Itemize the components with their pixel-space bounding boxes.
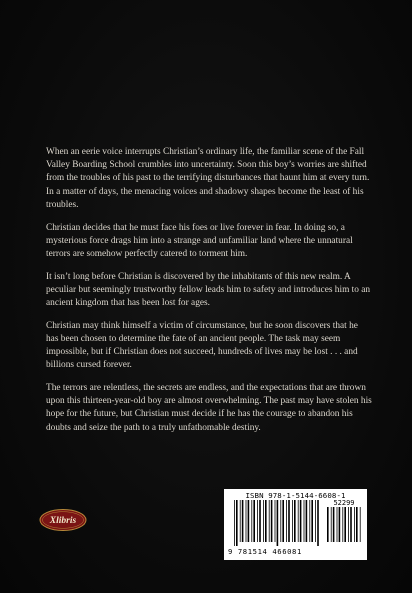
barcode-bar: [300, 500, 302, 542]
xlibris-logo-text: Xlibris: [49, 516, 77, 527]
ean-digits: 9 781514 466081: [228, 547, 302, 556]
price-addon-digits: 52299: [333, 499, 355, 507]
barcode-bar: [288, 500, 290, 542]
barcode-bar: [282, 500, 284, 542]
blurb-paragraph-2: Christian decides that he must face his foes or live forever in fear. In doing so, a mysterious force drags him into a strange and unfamiliar land where the unnatural terrors are somehow perfectly catered to torment him.: [46, 222, 353, 259]
barcode-bar: [253, 500, 255, 542]
barcode-bar: [269, 500, 270, 542]
barcode-bar: [333, 507, 335, 542]
barcode-bar: [248, 500, 250, 542]
barcode-bar: [275, 500, 276, 542]
barcode-bar: [298, 500, 299, 542]
price-addon-barcode: [327, 507, 361, 546]
barcode-bar: [309, 500, 310, 542]
barcode-bar: [257, 500, 258, 542]
barcode-bar: [242, 500, 244, 542]
barcode-bar: [356, 507, 358, 542]
barcode-panel: [224, 489, 367, 560]
barcode-bar: [263, 500, 264, 542]
barcode-bar: [317, 500, 319, 546]
barcode-bar: [342, 507, 343, 542]
blurb-text: [46, 146, 372, 444]
blurb-paragraph-3: It isn’t long before Christian is discovered by the inhabitants of this new realm. A peculiar but seemingly trustworthy fellow leads him to safety and introduces him to an ancient kingdom that has been lost for ages.: [46, 271, 371, 309]
barcode-bar: [315, 500, 316, 542]
xlibris-logo: [39, 508, 87, 532]
barcode-bar: [360, 507, 361, 542]
blurb-paragraph-1: When an eerie voice interrupts Christian’s ordinary life, the familiar scene of the Fall Valley Boarding School crumbles into uncertainty. Soon this boy’s worries are shifted from the troubles of his past to the terrifying disturbances that haunt him at every turn. In a matter of days, the menacing voices and shadowy shapes become the least of his troubles.: [46, 147, 370, 210]
barcode-bar: [259, 500, 261, 542]
blurb-paragraph-5: The terrors are relentless, the secrets are endless, and the expectations that are thrown upon this thirteen-year-old boy are almost overwhelming. The past may have stolen his hope for the future, but Christian must decide if he has the courage to abandon his doubts and seize the path to a truly unfathomable destiny.: [46, 383, 372, 433]
barcode-bar: [350, 507, 352, 542]
barcode-bar: [236, 500, 238, 546]
barcode-bar: [265, 500, 267, 542]
blurb-paragraph-4: Christian may think himself a victim of circumstance, but he soon discovers that he has been chosen to determine the fate of an ancient people. The task may seem impossible, but if Christian does not succeed, hundreds of lives may be lost . . . and billions cursed forever.: [46, 320, 358, 371]
barcode-bar: [306, 500, 308, 542]
barcode-bar: [292, 500, 293, 542]
barcode-bar: [286, 500, 287, 542]
barcode-bar: [294, 500, 296, 542]
barcode-bar: [246, 500, 247, 542]
barcode-bar: [240, 500, 241, 542]
barcode-bar: [337, 507, 338, 542]
barcode-bar: [234, 500, 235, 546]
barcode-bar: [271, 500, 273, 542]
ean-barcode: [234, 500, 320, 546]
barcode-bar: [277, 500, 279, 546]
barcode-bar: [354, 507, 355, 542]
barcode-bar: [327, 507, 329, 542]
barcode-bar: [251, 500, 252, 542]
barcode-bar: [348, 507, 349, 542]
barcode-bar: [344, 507, 346, 542]
barcode-bar: [311, 500, 313, 542]
isbn-label: ISBN 978-1-5144-6608-1: [245, 491, 346, 500]
barcode-bar: [339, 507, 341, 542]
barcode-bar: [331, 507, 332, 542]
barcode-bar: [304, 500, 305, 542]
barcode-bar: [280, 500, 281, 542]
